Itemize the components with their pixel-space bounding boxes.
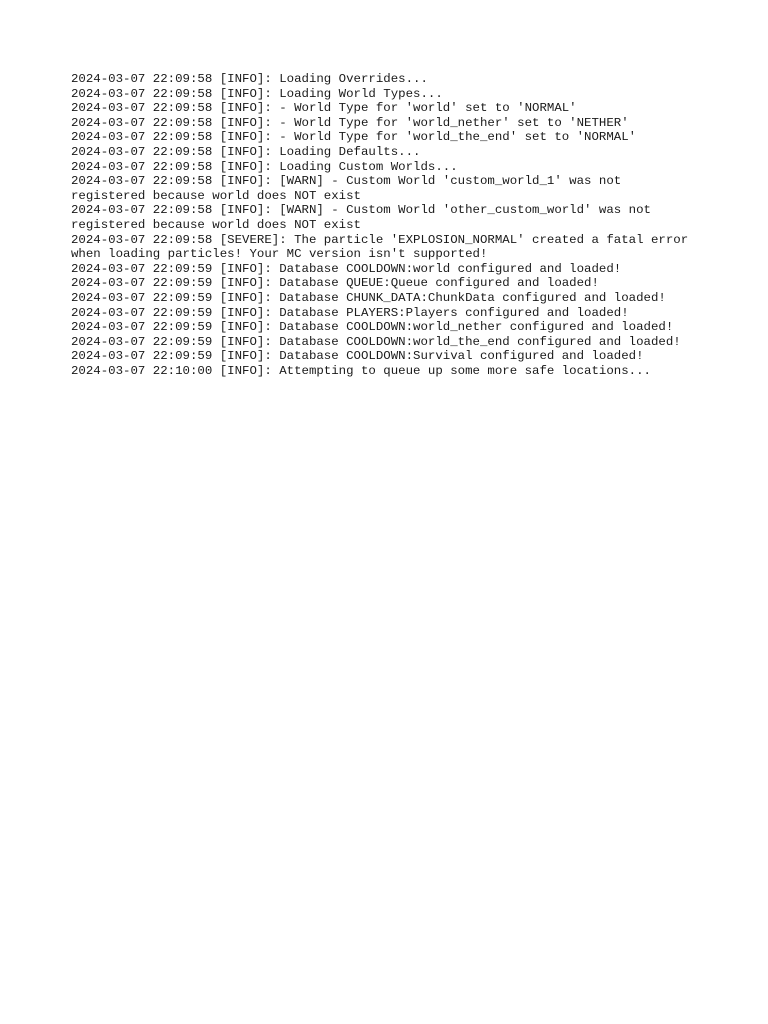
log-line: 2024-03-07 22:09:58 [INFO]: Loading Defaults... (71, 144, 421, 159)
log-line: 2024-03-07 22:09:59 [INFO]: Database PLAYERS:Players configured and loaded! (71, 305, 629, 320)
log-line: 2024-03-07 22:09:59 [INFO]: Database CHUNK_DATA:ChunkData configured and loaded! (71, 290, 666, 305)
log-line: 2024-03-07 22:09:58 [INFO]: - World Type for 'world_the_end' set to 'NORMAL' (71, 130, 637, 145)
log-line: 2024-03-07 22:09:58 [INFO]: Loading Overrides... (71, 72, 428, 86)
log-line: 2024-03-07 22:09:58 [INFO]: Loading World Types... (71, 86, 443, 101)
log-line: 2024-03-07 22:09:58 [INFO]: - World Type for 'world' set to 'NORMAL' (71, 101, 577, 116)
log-line: 2024-03-07 22:09:59 [INFO]: Database COOLDOWN:world_nether configured and loaded! (71, 320, 674, 335)
log-line: 2024-03-07 22:09:59 [INFO]: Database COOLDOWN:world configured and loaded! (71, 261, 622, 276)
console-log (71, 72, 711, 378)
log-line: 2024-03-07 22:09:59 [INFO]: Database COOLDOWN:world_the_end configured and loaded! (71, 334, 681, 349)
log-line: 2024-03-07 22:09:58 [INFO]: - World Type for 'world_nether' set to 'NETHER' (71, 115, 629, 130)
log-line: 2024-03-07 22:09:58 [INFO]: Loading Custom Worlds... (71, 159, 458, 174)
log-line: 2024-03-07 22:10:00 [INFO]: Attempting to queue up some more safe locations... (71, 363, 651, 378)
log-line-warning: 2024-03-07 22:09:58 [INFO]: [WARN] - Custom World 'other_custom_world' was not registered because world does NOT exist (71, 203, 651, 232)
log-line-severe: 2024-03-07 22:09:58 [SEVERE]: The particle 'EXPLOSION_NORMAL' created a fatal error when loading particles! Your MC version isn't supported! (71, 232, 689, 262)
log-line-warning: 2024-03-07 22:09:58 [INFO]: [WARN] - Custom World 'custom_world_1' was not registered because world does NOT exist (71, 174, 622, 203)
log-line: 2024-03-07 22:09:59 [INFO]: Database QUEUE:Queue configured and loaded! (71, 276, 599, 291)
log-line: 2024-03-07 22:09:59 [INFO]: Database COOLDOWN:Survival configured and loaded! (71, 349, 644, 364)
